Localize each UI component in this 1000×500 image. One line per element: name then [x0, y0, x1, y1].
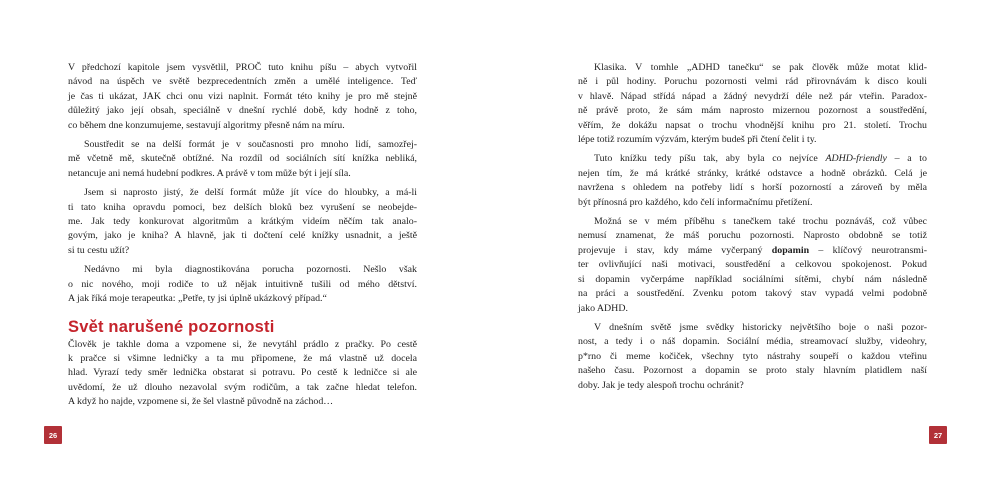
text-run: netancuje ani nemá hudební podkres. A právě v tom může být i její síla. — [68, 167, 351, 179]
text-line — [578, 258, 927, 272]
text-run: govým, jako je kniha? A hlavně, jak ti dočtení celé knížky usnadnit, a ještě — [68, 230, 417, 242]
page-number-badge-right: 27 — [929, 426, 947, 444]
paragraph — [68, 61, 417, 133]
text-run: o nic nového, moji rodiče to už nějak intuitivně tušili od mého dětství. — [68, 278, 417, 290]
text-run: k pračce si všimne ledničky a ta mu připomene, že má vlastně už docela — [68, 352, 417, 364]
text-run: návod na úspěch ve světě bezprecedentních změn a umělé inteligence. Teď — [68, 76, 417, 88]
text-run: Tuto knížku tedy píšu tak, aby byla co nejvíce — [594, 153, 826, 165]
page-number-badge-left: 26 — [44, 426, 62, 444]
text-line — [68, 366, 417, 380]
text-run: hlad. Vyrazí tedy směr lednička obstarat si potravu. Po cestě k ledničce si ale — [68, 367, 417, 379]
paragraph — [578, 61, 927, 147]
text-line — [68, 61, 417, 75]
text-run: být přínosná pro každého, kdo čelí informačnímu přetížení. — [578, 196, 813, 208]
page-left-text-column — [68, 61, 417, 415]
text-line — [68, 229, 417, 243]
text-run: Klasika. V tomhle „ADHD tanečku“ se pak člověk může motat klid- — [594, 62, 927, 73]
page-right-text-column — [578, 61, 927, 398]
text-line — [68, 90, 417, 104]
text-line — [68, 138, 417, 152]
text-line — [68, 186, 417, 200]
text-run: je čas ti ukázat, JAK chci onu vizi naplnit. Formát této knihy je pro mě stejně — [68, 90, 417, 102]
text-line — [68, 152, 417, 166]
text-line — [578, 350, 927, 364]
text-line — [68, 244, 417, 258]
text-run: Soustředit se na delší formát je v současnosti pro mnoho lidí, samozřej- — [84, 139, 417, 151]
paragraph — [68, 263, 417, 306]
text-line — [578, 215, 927, 229]
text-line — [578, 167, 927, 181]
text-run: me. Jak tedy konkurovat algoritmům a krátkým videím něčím tak analo- — [68, 216, 417, 228]
text-run: navržena s ohledem na potřeby lidí s horší pozorností a zároveň by měla — [578, 182, 927, 194]
text-run: uvědomí, že už dlouho nezavolal svým rodičům, a tak začne hledat telefon. — [68, 381, 417, 393]
text-run: Možná se v mém příběhu s tanečkem také trochu poznáváš, což vůbec — [594, 216, 927, 228]
text-line — [578, 321, 927, 335]
text-run: V dnešním světě jsme svědky historicky největšího boje o naši pozor- — [594, 321, 927, 333]
text-run: nemusí znamenat, že máš poruchu pozornosti. Naprosto obdobně se totiž — [578, 230, 927, 242]
text-line — [68, 75, 417, 89]
text-line — [578, 181, 927, 195]
text-run: dopamin — [771, 244, 810, 256]
text-line — [578, 61, 927, 75]
text-line — [68, 381, 417, 395]
text-line — [578, 302, 927, 316]
text-line — [578, 364, 927, 378]
text-line — [68, 119, 417, 133]
text-line — [578, 229, 927, 243]
text-run: – klíčový neurotransmi- — [809, 244, 928, 256]
text-line — [578, 287, 927, 301]
text-line — [578, 244, 927, 258]
text-run: Nedávno mi byla diagnostikována porucha pozornosti. Nešlo však — [84, 264, 417, 276]
section-heading: Svět narušené pozornosti — [68, 317, 275, 336]
paragraph — [578, 321, 927, 393]
text-run: A když ho najde, vzpomene si, že šel vlastně původně na záchod… — [68, 396, 334, 408]
text-line — [68, 278, 417, 292]
paragraph — [68, 186, 417, 258]
paragraph — [578, 215, 927, 316]
text-line — [68, 215, 417, 229]
text-line — [578, 379, 927, 393]
text-run: věřím, že dokážu napsat o trochu vhodnější knihu pro 21. století. Trochu — [578, 119, 927, 131]
text-run: si dopamin vyčerpáme například sociálními sítěmi, chybí nám následně — [578, 273, 927, 285]
paragraph — [68, 138, 417, 181]
text-line — [578, 104, 927, 118]
text-run: mě včetně mě, skutečně obtížné. Na rozdíl od sociálních sítí knížka nebliká, — [68, 153, 417, 165]
text-line — [68, 352, 417, 366]
text-line — [578, 75, 927, 89]
text-line — [578, 196, 927, 210]
paragraph — [68, 338, 417, 410]
text-run: ADHD-friendly — [825, 153, 887, 165]
text-line — [68, 201, 417, 215]
text-run: v hlavě. Nápad střídá nápad a žádný nevydrží déle než pár vteřin. Paradox- — [578, 90, 927, 102]
text-line — [578, 133, 927, 147]
text-run: důležitý jako její obsah, speciálně v dnešní rychlé době, kdy hodně z toho, — [68, 105, 417, 117]
text-line — [68, 395, 417, 409]
text-run: ně právě proto, že sám mám naprosto mizernou pozornost a soustředění, — [578, 105, 927, 117]
text-run: nost, a tedy i o náš dopamin. Sociální média, streamovací služby, videohry, — [578, 336, 927, 348]
text-line — [68, 167, 417, 181]
text-line — [68, 338, 417, 352]
text-run: nejen tím, že má krátké stránky, krátké odstavce a hodně obrázků. Celá je — [578, 167, 927, 179]
text-run: co během dne konzumujeme, sestavují algoritmy přesně nám na míru. — [68, 119, 345, 131]
text-run: lépe totiž rozumím výzvám, kterým budeš při čtení čelit i ty. — [578, 134, 817, 146]
text-run: Jsem si naprosto jistý, že delší formát může jít více do hloubky, a má-li — [84, 187, 417, 199]
text-line — [578, 152, 927, 166]
text-run: p*rno či meme kočiček, všechny tyto nástrahy soupeří o každou vteřinu — [578, 350, 927, 362]
text-run: – a to — [886, 153, 927, 165]
text-run: na práci a soustředění. Zvenku potom takový stav vypadá velmi podobně — [578, 288, 927, 300]
paragraph — [578, 152, 927, 210]
text-run: doby. Jak je tedy alespoň trochu ochránit? — [578, 379, 744, 391]
text-run: si tu cestu užít? — [68, 244, 130, 256]
text-run: V předchozí kapitole jsem vysvětlil, PROČ tuto knihu píšu – abych vytvořil — [68, 62, 417, 73]
text-line — [68, 104, 417, 118]
text-line — [68, 292, 417, 306]
text-line — [578, 119, 927, 133]
text-run: ti tato kniha opravdu pomoci, bez delších bloků bez vyrušení se neobejde- — [68, 201, 417, 213]
text-run: A jak říká moje terapeutka: „Petře, ty jsi úplně ukázkový případ.“ — [68, 293, 327, 305]
text-run: jako ADHD. — [578, 302, 628, 314]
text-line — [68, 263, 417, 277]
text-run: ter ovlivňující naši motivaci, soustředění a celkovou spokojenost. Pokud — [578, 259, 927, 271]
text-line — [578, 90, 927, 104]
text-run: našeho času. Pozornost a dopamin se proto staly hlavním platidlem naší — [578, 365, 927, 377]
text-line — [578, 335, 927, 349]
text-line — [578, 273, 927, 287]
text-run: Člověk je takhle doma a vzpomene si, že nevytáhl prádlo z pračky. Po cestě — [68, 338, 417, 350]
text-run: projevuje i stav, kdy máme vyčerpaný — [578, 244, 772, 256]
text-run: ně i půl hodiny. Poruchu pozornosti velmi rád přirovnávám k disco kouli — [578, 76, 927, 88]
